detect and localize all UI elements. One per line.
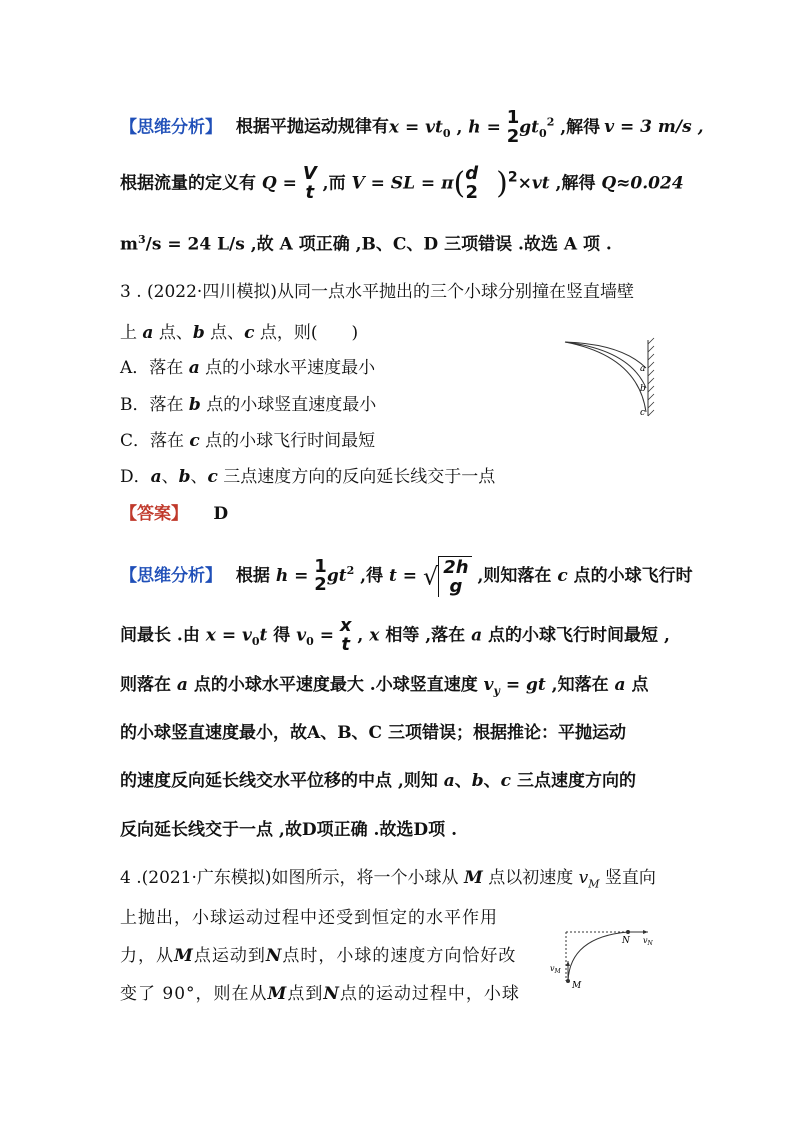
text: ,而 (316, 173, 352, 194)
analysis-label: 【思维分析】 (120, 565, 222, 586)
point-b: b (178, 467, 191, 487)
point-m: M (463, 868, 483, 888)
trajectory-c (565, 342, 646, 412)
formula: v (296, 625, 307, 646)
text: 相等 ,落在 (379, 625, 472, 646)
denominator: t (341, 633, 350, 655)
text: 点、 (204, 323, 245, 343)
analysis-paragraph-2-line-5 (120, 773, 636, 790)
text: 的速度反向延长线交水平位移的中点 ,则知 (120, 771, 438, 791)
text: 的小球竖直速度最小，故A、B、C 三项错误；根据推论：平抛运动 (120, 723, 627, 743)
text: 点到 (287, 984, 324, 1004)
point-c: c (189, 431, 200, 451)
formula: ×vt (517, 173, 550, 194)
point-c: c (207, 467, 218, 487)
option-c[interactable] (120, 433, 375, 450)
option-d[interactable] (120, 469, 495, 486)
text: ,得 (354, 565, 389, 586)
formula: t = (389, 565, 423, 586)
text: 点的小球飞行时间最短 , (482, 625, 670, 646)
text: 点、 (153, 323, 193, 343)
formula: x = vt (388, 117, 443, 138)
fraction (465, 165, 478, 203)
fraction (507, 109, 520, 147)
text: 力，从 (120, 946, 174, 966)
answer-value: D (213, 504, 229, 524)
formula: gt (519, 117, 540, 138)
text: ,则知落在 (471, 565, 558, 586)
question-4-stem-line-1 (120, 870, 656, 889)
point-a: a (176, 675, 188, 695)
trajectory-b (565, 342, 646, 388)
text: 、 (161, 467, 179, 487)
projectile-curve-figure (548, 923, 658, 993)
arrowhead-n (643, 930, 648, 934)
text: 则落在 (120, 675, 177, 695)
text: 点运动到 (193, 946, 266, 966)
point-a: a (437, 771, 455, 791)
text: 点时，小球的速度方向恰好改 (282, 946, 517, 966)
right-paren: ) (496, 165, 508, 201)
denominator: 2 (314, 574, 327, 596)
text: 4 .(2021·广东模拟)如图所示，将一个小球从 (120, 868, 464, 888)
denominator: 2 (506, 125, 520, 147)
numerator: d (465, 163, 479, 184)
point-a: a (188, 358, 200, 378)
point-a: a (142, 323, 154, 343)
analysis-paragraph-2-line-3 (120, 677, 648, 696)
text: 点，则( ) (254, 323, 359, 343)
point-n: N (265, 946, 283, 966)
numerator: 2h (443, 557, 469, 578)
analysis-paragraph-2-line-4 (120, 725, 626, 742)
formula: h = (275, 565, 315, 586)
option-label: D． (120, 467, 151, 487)
point-m: M (174, 946, 194, 966)
numerator: V (302, 163, 317, 184)
analysis-label: 【思维分析】 (120, 117, 222, 138)
answer-line (120, 506, 228, 523)
point-n-dot (626, 930, 630, 934)
subscript: 0 (442, 126, 451, 140)
analysis-paragraph-2-line-6 (120, 822, 457, 839)
point-n: N (323, 984, 340, 1004)
superscript: 2 (346, 564, 355, 578)
formula: v = 3 m/s , (604, 117, 704, 138)
question-4-stem-line-3 (120, 948, 516, 965)
text: /s = 24 L/s ,故 A 项正确 ,B、C、D 三项错误 .故选 A 项 . (145, 234, 612, 255)
fraction (340, 617, 352, 655)
denominator: g (449, 575, 463, 597)
subscript: 0 (306, 634, 314, 648)
text: 点 (625, 675, 649, 695)
point-b: b (188, 395, 201, 415)
question-text: 3 . (2022·四川模拟)从同一点水平抛出的三个小球分别撞在竖直墙壁 (120, 282, 634, 302)
figure-label-m: M (572, 981, 582, 991)
fraction (443, 559, 468, 597)
subscript: 0 (539, 126, 547, 140)
text: 根据流量的定义有 (120, 173, 262, 194)
text: 变了 90°，则在从 (120, 984, 268, 1004)
point-m-dot (566, 979, 570, 983)
figure-label-vn: $v_N$ (643, 936, 653, 947)
formula: x (369, 625, 380, 646)
left-paren: ( (453, 165, 466, 201)
text: 、 (454, 771, 472, 791)
denominator: t (305, 181, 315, 203)
radical-sign: √ (422, 562, 439, 591)
text: ,知落在 (545, 675, 615, 695)
radical (438, 556, 471, 597)
figure-label-vm: $v_M$ (550, 964, 561, 975)
text: 三点速度方向的 (511, 771, 636, 791)
option-label: B．落在 (120, 395, 189, 415)
point-b: b (471, 771, 484, 791)
point-m: M (267, 984, 288, 1004)
figure-label-n: N (622, 936, 630, 946)
analysis-paragraph-2-line-1 (120, 556, 693, 597)
superscript: 3 (138, 233, 146, 246)
option-label: C．落在 (120, 431, 190, 451)
point-b: b (192, 323, 205, 343)
text: m (120, 234, 138, 255)
formula: Q = (261, 173, 303, 194)
text: 上抛出，小球运动过程中还受到恒定的水平作用 (120, 908, 498, 928)
question-4-stem-line-2 (120, 910, 498, 927)
point-c: c (557, 565, 568, 586)
option-b[interactable] (120, 397, 376, 414)
numerator: 1 (314, 555, 327, 577)
formula: Q≈0.024 (601, 173, 684, 194)
figure-label-c: c (640, 408, 646, 418)
option-label: A．落在 (120, 358, 189, 378)
point-c: c (500, 771, 512, 791)
text: , (450, 117, 463, 138)
text: 根据平抛运动规律有 (235, 117, 389, 138)
text: 点的小球飞行时 (567, 565, 693, 586)
projectile-wall-figure (560, 336, 660, 421)
text: 、 (483, 771, 501, 791)
formula: v (578, 868, 589, 888)
denominator: 2 (465, 181, 478, 203)
numerator: 1 (506, 107, 520, 128)
subscript: 0 (251, 634, 260, 648)
analysis-paragraph-1-line-1 (120, 109, 704, 147)
superscript: 2 (546, 115, 555, 129)
subscript: M (588, 877, 600, 891)
option-text: 点的小球竖直速度最小 (200, 395, 377, 415)
wall-hatching (648, 338, 654, 416)
analysis-paragraph-1-line-2 (120, 165, 684, 203)
question-3-stem-line-2 (120, 325, 358, 342)
text: 点以初速度 (482, 868, 579, 888)
figure-label-a: a (640, 364, 646, 374)
text: 上 (120, 323, 143, 343)
fraction (303, 165, 317, 203)
analysis-paragraph-1-line-3 (120, 234, 612, 254)
point-c: c (244, 323, 255, 343)
text: 竖直向 (599, 868, 656, 888)
fraction (314, 555, 327, 596)
text: 根据 (235, 565, 276, 586)
trajectory-curve (568, 932, 628, 981)
numerator: x (339, 615, 352, 636)
text: 点的小球水平速度最大 .小球竖直速度 (187, 675, 484, 695)
point-a: a (150, 467, 162, 487)
formula: V = SL = π (351, 173, 454, 194)
arrowhead-m (566, 961, 570, 966)
text: 间最长 .由 (120, 625, 206, 646)
formula: gt (326, 565, 347, 586)
answer-label: 【答案】 (120, 504, 188, 524)
option-text: 点的小球飞行时间最短 (199, 431, 376, 451)
text: 反向延长线交于一点 ,故D项正确 .故选D项 . (120, 820, 457, 840)
formula: v (483, 675, 494, 695)
formula: h = (468, 117, 507, 138)
text: ,解得 (554, 117, 601, 138)
text: , (351, 625, 370, 646)
subscript: y (493, 684, 500, 698)
question-4-stem-line-4 (120, 986, 520, 1003)
text: 得 (267, 625, 297, 646)
formula: x = v (205, 625, 252, 646)
option-text: 三点速度方向的反向延长线交于一点 (217, 467, 496, 487)
formula: = gt (499, 675, 546, 695)
figure-label-b: b (640, 384, 646, 394)
formula: t (259, 625, 268, 646)
formula: = (313, 625, 340, 646)
text: 、 (190, 467, 208, 487)
point-a: a (614, 675, 626, 695)
option-a[interactable] (120, 360, 375, 377)
text: 点的运动过程中，小球 (339, 984, 520, 1004)
analysis-paragraph-2-line-2 (120, 617, 670, 655)
question-3-stem-line-1 (120, 284, 634, 301)
point-a: a (471, 625, 483, 646)
superscript: 2 (507, 169, 518, 186)
option-text: 点的小球水平速度最小 (199, 358, 376, 378)
text: ,解得 (549, 173, 602, 194)
